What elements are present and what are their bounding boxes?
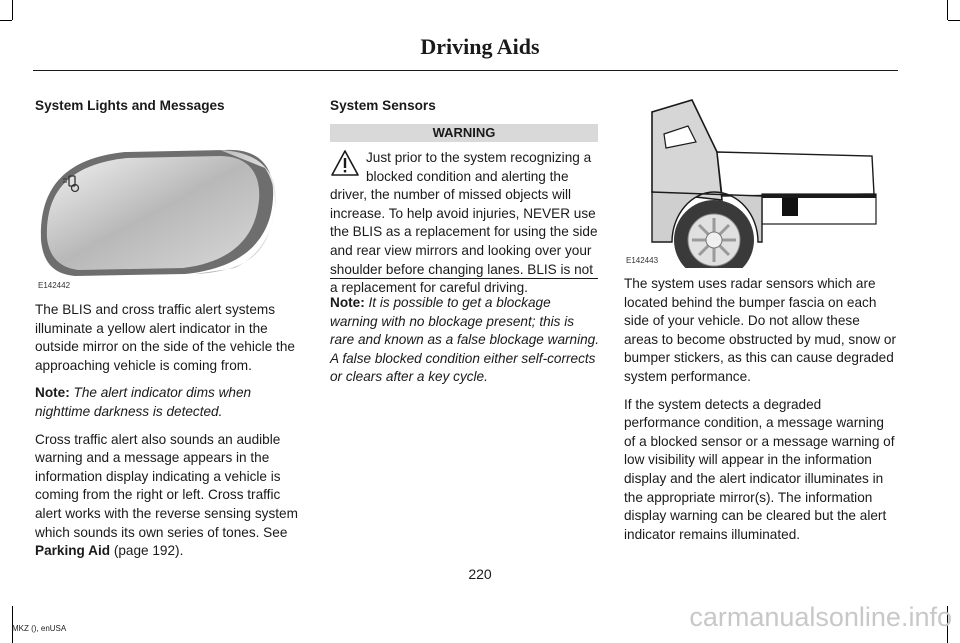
page-title: Driving Aids bbox=[420, 34, 540, 59]
warning-text: Just prior to the system recognizing a blocked condition and alerting the driver, the number of missed objects will increase. To help avoid injuries, NEVER use the BLIS as a replacement for using the side and rear view mirrors and looking over your shoulder before changing lanes. BLIS is not a replacement for careful driving. bbox=[330, 150, 598, 296]
paragraph: The system uses radar sensors which are located behind the bumper fascia on each side of your vehicle. Do not allow these areas to become obstructed by mud, snow or bumper stickers, as this can cause degraded system performance. bbox=[624, 276, 897, 384]
note-text: It is possible to get a blockage warning with no blockage present; this is rare and known as a false blockage warning. A false blocked condition either self-corrects or clears after a key cycle. bbox=[330, 295, 600, 385]
note-label: Note: bbox=[330, 295, 365, 310]
crop-mark-top-right-h bbox=[948, 20, 960, 21]
note bbox=[35, 384, 307, 421]
note-label: Note: bbox=[35, 385, 70, 401]
image-code: E142443 bbox=[626, 256, 659, 265]
warning-box bbox=[330, 149, 600, 298]
header-divider bbox=[33, 70, 898, 71]
middle-column bbox=[330, 97, 602, 125]
side-mirror-illustration bbox=[35, 128, 303, 290]
paragraph-text: Cross traffic alert also sounds an audible warning and a message appears in the information display indicating a vehicle is coming from the right or left. Cross traffic alert works with the reverse sensing system which sounds its own series of tones. See bbox=[35, 431, 298, 540]
paragraph: If the system detects a degraded performance condition, a message warning of a blocked sensor or a message warning of low visibility will appear in the information display and the alert indicator illuminates in the appropriate mirror(s). The information display warning can be cleared but the alert indicator remains illuminated. bbox=[624, 396, 895, 542]
left-column-body bbox=[35, 301, 307, 570]
warning-divider bbox=[330, 278, 598, 279]
crop-mark-top-left-h bbox=[0, 20, 12, 21]
middle-note bbox=[330, 294, 600, 396]
note bbox=[330, 294, 600, 387]
crop-mark-top-right-v bbox=[947, 0, 948, 20]
page-number: 220 bbox=[468, 566, 492, 582]
warning-triangle-icon bbox=[330, 149, 360, 177]
left-column bbox=[35, 97, 307, 125]
paragraph: The BLIS and cross traffic alert systems illuminate a yellow alert indicator in the outside mirror on the side of the vehicle the approaching vehicle is coming from. bbox=[35, 302, 295, 373]
warning-header: WARNING bbox=[330, 124, 598, 142]
paragraph bbox=[35, 431, 307, 561]
right-column-body bbox=[624, 275, 896, 553]
section-heading: System Lights and Messages bbox=[35, 98, 225, 113]
cross-reference-link[interactable]: Parking Aid bbox=[35, 543, 111, 559]
section-heading: System Sensors bbox=[330, 98, 436, 113]
rear-bumper-sensor-illustration bbox=[622, 92, 894, 268]
document-code: MKZ (), enUSA bbox=[12, 624, 67, 633]
watermark: carmanualsonline.info bbox=[689, 602, 952, 632]
note-text: The alert indicator dims when nighttime darkness is detected. bbox=[35, 385, 252, 419]
crop-mark-top-left-v bbox=[12, 0, 13, 20]
image-code: E142442 bbox=[38, 281, 71, 290]
page-reference: (page 192). bbox=[113, 543, 184, 559]
